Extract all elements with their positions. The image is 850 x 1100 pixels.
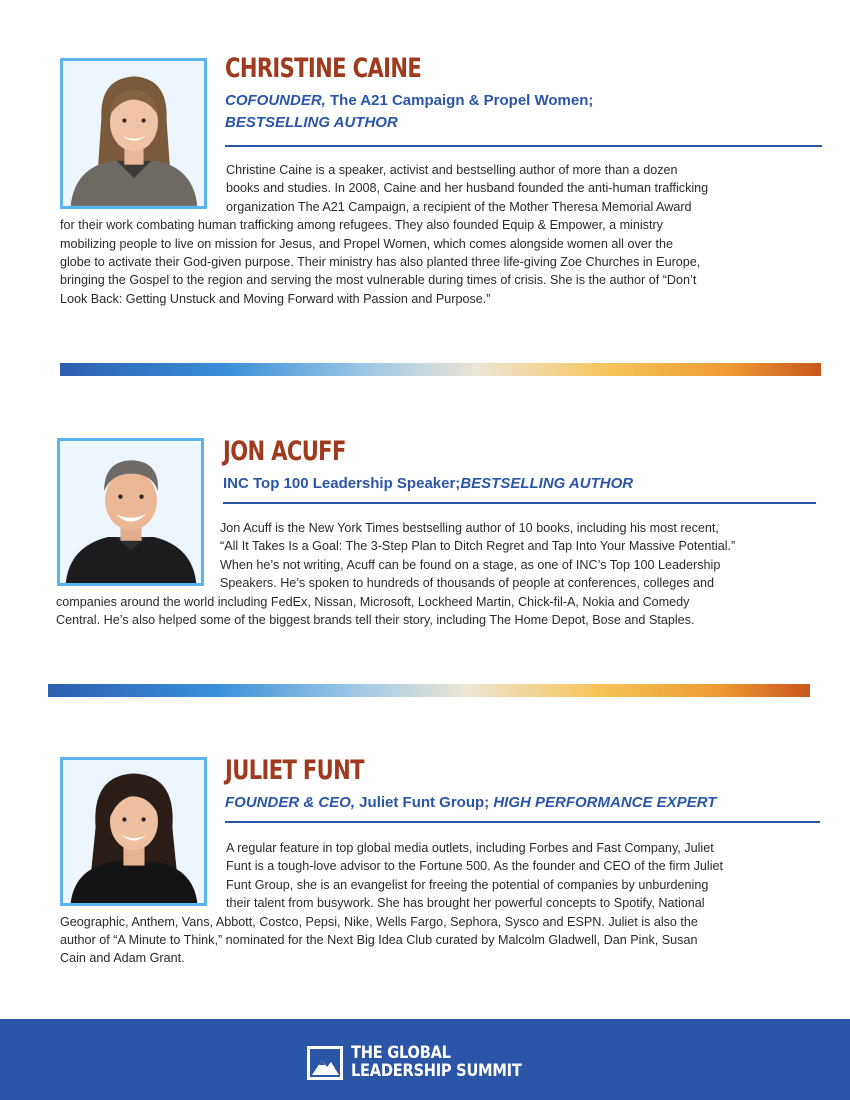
bio-line: Look Back: Getting Unstuck and Moving Forward with Passion and Purpose.”: [60, 291, 491, 306]
bio-line: When he’s not writing, Acuff can be found on a stage, as one of INC’s Top 100 Leadership: [220, 557, 721, 572]
bio-line: companies around the world including FedEx, Nissan, Microsoft, Lockheed Martin, Chick-fil-A, Nokia and Comedy: [56, 594, 690, 609]
bio-line: Speakers. He’s spoken to hundreds of thousands of people at conferences, colleges and: [220, 576, 715, 591]
bio-line: organization The A21 Campaign, a recipient of the Mother Theresa Memorial Award: [226, 199, 692, 214]
bio-line: for their work combating human trafficking among refugees. They also founded Equip & Empower, a ministry: [60, 218, 663, 233]
speaker-organization: Juliet Funt Group;: [355, 794, 494, 811]
bio-line: Central. He’s also helped some of the biggest brands tell their story, including The Home Depot, Bose and Staples.: [56, 613, 695, 628]
speaker-title: [225, 90, 593, 134]
speaker-bio: [60, 161, 830, 308]
bio-line: their talent from busywork. She has brought her powerful concepts to Spotify, National: [226, 896, 705, 911]
speaker-title: [225, 792, 716, 814]
bio-line: Cain and Adam Grant.: [60, 951, 185, 966]
speaker-name: JON ACUFF: [223, 436, 346, 467]
speaker-organization: INC Top 100 Leadership Speaker;: [223, 475, 461, 492]
speaker-role: HIGH PERFORMANCE EXPERT: [493, 794, 717, 811]
speaker-role: FOUNDER & CEO,: [225, 794, 356, 811]
speaker-name: CHRISTINE CAINE: [225, 53, 422, 84]
bio-line: globe to activate their God-given purpose. Their ministry has also planted three life-giving Zoe Churches in Europe,: [60, 255, 701, 270]
speaker-title: [223, 473, 633, 495]
speaker-bio: [60, 839, 830, 968]
footer-banner: [0, 1019, 850, 1100]
speaker-role: BESTSELLING AUTHOR: [225, 114, 398, 131]
bio-line: Jon Acuff is the New York Times bestselling author of 10 books, including his most recent,: [220, 521, 719, 535]
bio-line: “All It Takes Is a Goal: The 3-Step Plan to Ditch Regret and Tap Into Your Massive Potential.”: [220, 539, 736, 554]
title-underline: [225, 821, 820, 823]
bio-line: Geographic, Anthem, Vans, Abbott, Costco, Pepsi, Nike, Wells Fargo, Sephora, Sysco and ESPN. Juliet is also the: [60, 914, 698, 929]
mountain-logo-icon: [307, 1046, 343, 1080]
bio-line: author of “A Minute to Think,” nominated for the Next Big Idea Club curated by Malcolm Gladwell, Dan Pink, Susan: [60, 933, 698, 948]
bio-line: A regular feature in top global media outlets, including Forbes and Fast Company, Juliet: [226, 841, 714, 855]
logo-line: LEADERSHIP SUMMIT: [351, 1061, 522, 1081]
speaker-title-line: [223, 473, 633, 495]
bio-line: Funt is a tough-love advisor to the Fortune 500. As the founder and CEO of the firm Juliet: [226, 859, 724, 874]
gradient-divider: [60, 363, 821, 376]
bio-line: Funt Group, she is an evangelist for freeing the potential of companies by unburdening: [226, 877, 709, 892]
summit-logo-text: [351, 1044, 522, 1080]
bio-line: bringing the Gospel to the region and serving the most vulnerable during times of crisis. She is the author of “Don’t: [60, 273, 697, 288]
speaker-title-line: [225, 112, 593, 134]
gradient-divider: [48, 684, 810, 697]
speaker-role: BESTSELLING AUTHOR: [460, 475, 634, 492]
speaker-title-line: [225, 90, 593, 112]
logo-line: THE GLOBAL: [351, 1043, 451, 1063]
speaker-bio: [56, 519, 826, 629]
bio-line: books and studies. In 2008, Caine and her husband founded the anti-human trafficking: [226, 181, 709, 196]
bio-line: Christine Caine is a speaker, activist and bestselling author of more than a dozen: [226, 163, 678, 177]
speaker-title-line: [225, 792, 716, 814]
speaker-name: JULIET FUNT: [225, 755, 364, 786]
speaker-role: COFOUNDER,: [225, 92, 326, 109]
title-underline: [225, 145, 822, 147]
title-underline: [223, 502, 816, 504]
speaker-organization: The A21 Campaign & Propel Women;: [325, 92, 594, 109]
bio-line: mobilizing people to live on mission for Jesus, and Propel Women, which comes alongside women all over the: [60, 236, 673, 251]
